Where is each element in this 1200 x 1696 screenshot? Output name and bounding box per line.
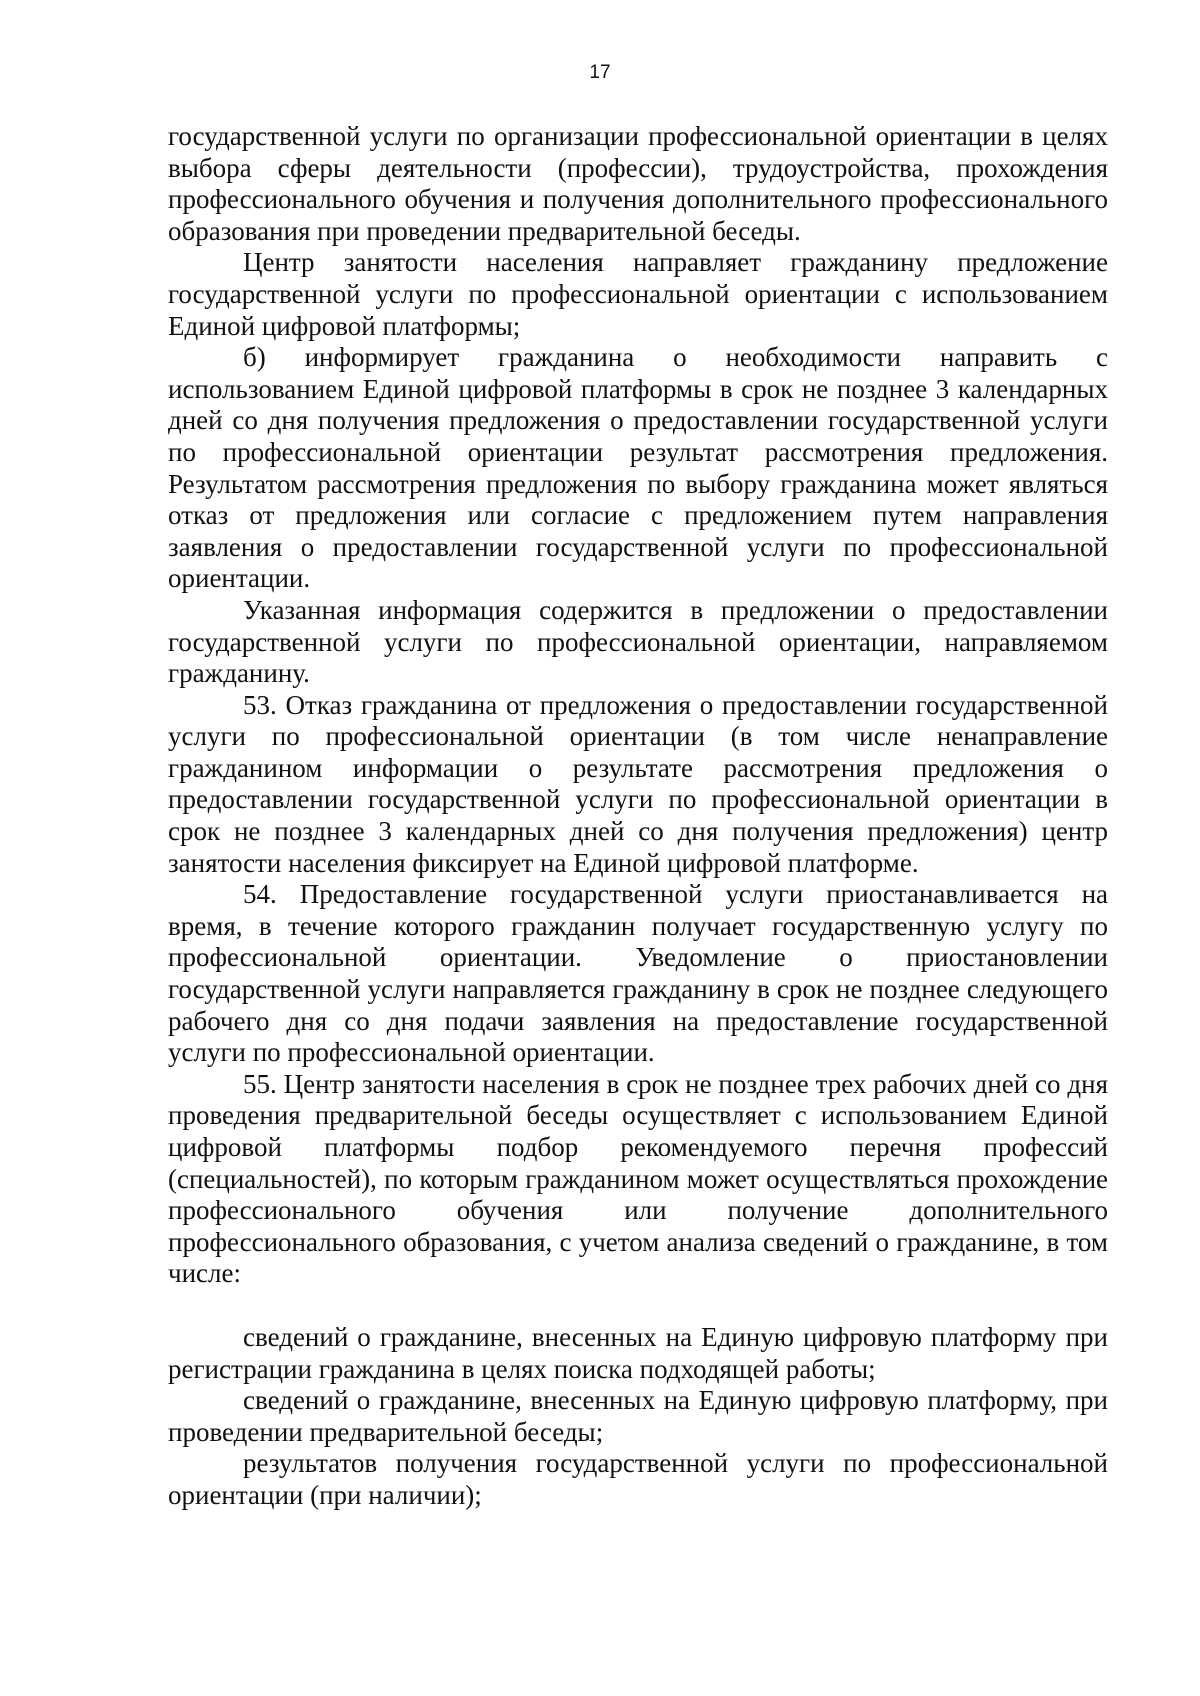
criteria-list [168, 1322, 1108, 1512]
paragraph-clause-54: 54. Предоставление государственной услуги приостанавливается на время, в течение которого гражданин получает государственную услугу по профессиональной ориентации. Уведомление о приостановлении государственной услуги направляется гражданину в срок не позднее следующего рабочего дня со дня подачи заявления на предоставление государственной услуги по профессиональной ориентации. [168, 879, 1108, 1068]
document-body [168, 121, 1108, 1512]
list-item: результатов получения государственной услуги по профессиональной ориентации (при наличии); [168, 1448, 1108, 1510]
paragraph-item-b: б) информирует гражданина о необходимости направить с использованием Единой цифровой платформы в срок не позднее 3 календарных дней со дня получения предложения о предоставлении государственной услуги по профессиональной ориентации результат рассмотрения предложения. Результатом рассмотрения предложения по выбору гражданина может являться отказ от предложения или согласие с предложением путем направления заявления о предоставлении государственной услуги по профессиональной ориентации. [168, 342, 1108, 594]
paragraph-information-note: Указанная информация содержится в предложении о предоставлении государственной услуги по профессиональной ориентации, направляемом гражданину. [168, 594, 1108, 689]
list-item: сведений о гражданине, внесенных на Единую цифровую платформу при регистрации гражданина в целях поиска подходящей работы; [168, 1321, 1108, 1384]
paragraph-continuation: государственной услуги по организации профессиональной ориентации в целях выбора сферы деятельности (профессии), трудоустройства, прохождения профессионального обучения и получения дополнительного профессионального образования при проведении предварительной беседы. [168, 121, 1108, 246]
paragraph-clause-53: 53. Отказ гражданина от предложения о предоставлении государственной услуги по профессиональной ориентации (в том числе ненаправление гражданином информации о результате рассмотрения предложения о предоставлении государственной услуги по профессиональной ориентации в срок не позднее 3 календарных дней со дня получения предложения) центр занятости населения фиксирует на Единой цифровой платформе. [168, 689, 1108, 878]
list-item: сведений о гражданине, внесенных на Единую цифровую платформу, при проведении предварительной беседы; [168, 1385, 1108, 1447]
page-number: 17 [589, 62, 611, 83]
paragraph-clause-55: 55. Центр занятости населения в срок не позднее трех рабочих дней со дня проведения предварительной беседы осуществляет с использованием Единой цифровой платформы подбор рекомендуемого перечня профессий (специальностей), по которым гражданином может осуществляться прохождение профессионального обучения или получение дополнительного профессионального образования, с учетом анализа сведений о гражданине, в том числе: [168, 1068, 1108, 1289]
paragraph-center-direction: Центр занятости населения направляет гражданину предложение государственной услуги по профессиональной ориентации с использованием Единой цифровой платформы; [168, 247, 1108, 341]
